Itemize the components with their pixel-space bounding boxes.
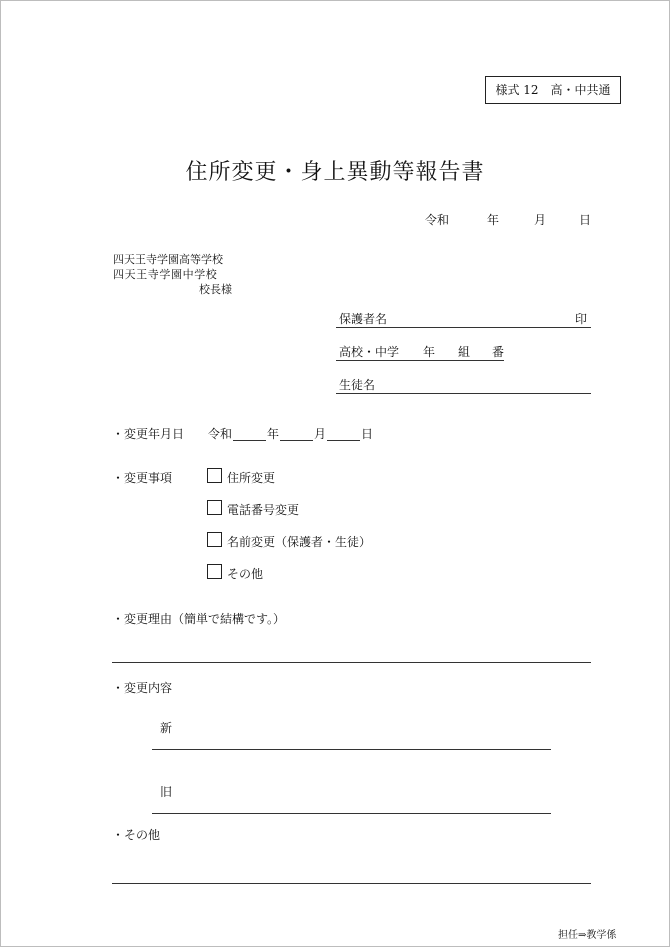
change-date-month-label: 月: [314, 427, 327, 441]
seal-mark: 印: [575, 312, 588, 326]
addressee-principal: 校長様: [199, 283, 232, 296]
reason-field[interactable]: [112, 662, 591, 663]
class-group-label: 組: [458, 345, 471, 359]
address-change-checkbox[interactable]: [207, 468, 222, 483]
header-date-month: 月: [534, 213, 547, 227]
details-label: ・変更内容: [112, 681, 173, 695]
student-name-label: 生徒名: [339, 378, 376, 392]
other-field[interactable]: [112, 883, 591, 884]
document-title: 住所変更・身上異動等報告書: [185, 160, 485, 185]
other-label: ・その他: [112, 828, 161, 842]
change-date-day-label: 日: [361, 427, 374, 441]
change-date-day-field[interactable]: [327, 440, 360, 441]
guardian-name-label: 保護者名: [339, 312, 388, 326]
details-old-field[interactable]: [152, 813, 551, 814]
reason-label: ・変更理由（簡単で結構です。）: [112, 612, 286, 626]
other-change-checkbox[interactable]: [207, 564, 222, 579]
addressee-junior-high: 四天王寺学園中学校: [113, 268, 218, 281]
details-new-field[interactable]: [152, 749, 551, 750]
other-change-label: その他: [227, 567, 264, 581]
change-date-year-label: 年: [267, 427, 280, 441]
header-date-era: 令和: [425, 213, 450, 227]
routing-note: 担任⇒教学係: [558, 930, 617, 941]
addressee-high-school: 四天王寺学園高等学校: [113, 253, 223, 266]
class-year-label: 年: [423, 345, 436, 359]
details-new-label: 新: [160, 721, 173, 735]
phone-change-checkbox[interactable]: [207, 500, 222, 515]
phone-change-label: 電話番号変更: [227, 503, 300, 517]
guardian-name-field[interactable]: [336, 327, 591, 328]
student-name-field[interactable]: [336, 393, 591, 394]
details-old-label: 旧: [160, 785, 173, 799]
change-date-month-field[interactable]: [280, 440, 313, 441]
form-code-box: 様式 12 高・中共通: [485, 76, 621, 104]
class-school-label: 高校・中学: [339, 345, 400, 359]
name-change-checkbox[interactable]: [207, 532, 222, 547]
change-date-year-field[interactable]: [233, 440, 266, 441]
class-number-label: 番: [492, 345, 505, 359]
header-date-year: 年: [487, 213, 500, 227]
change-date-label: ・変更年月日: [112, 427, 185, 441]
class-info-field[interactable]: [336, 360, 504, 361]
address-change-label: 住所変更: [227, 471, 276, 485]
header-date-day: 日: [579, 213, 592, 227]
name-change-label: 名前変更（保護者・生徒）: [227, 535, 372, 549]
change-date-era: 令和: [208, 427, 233, 441]
change-items-label: ・変更事項: [112, 471, 173, 485]
